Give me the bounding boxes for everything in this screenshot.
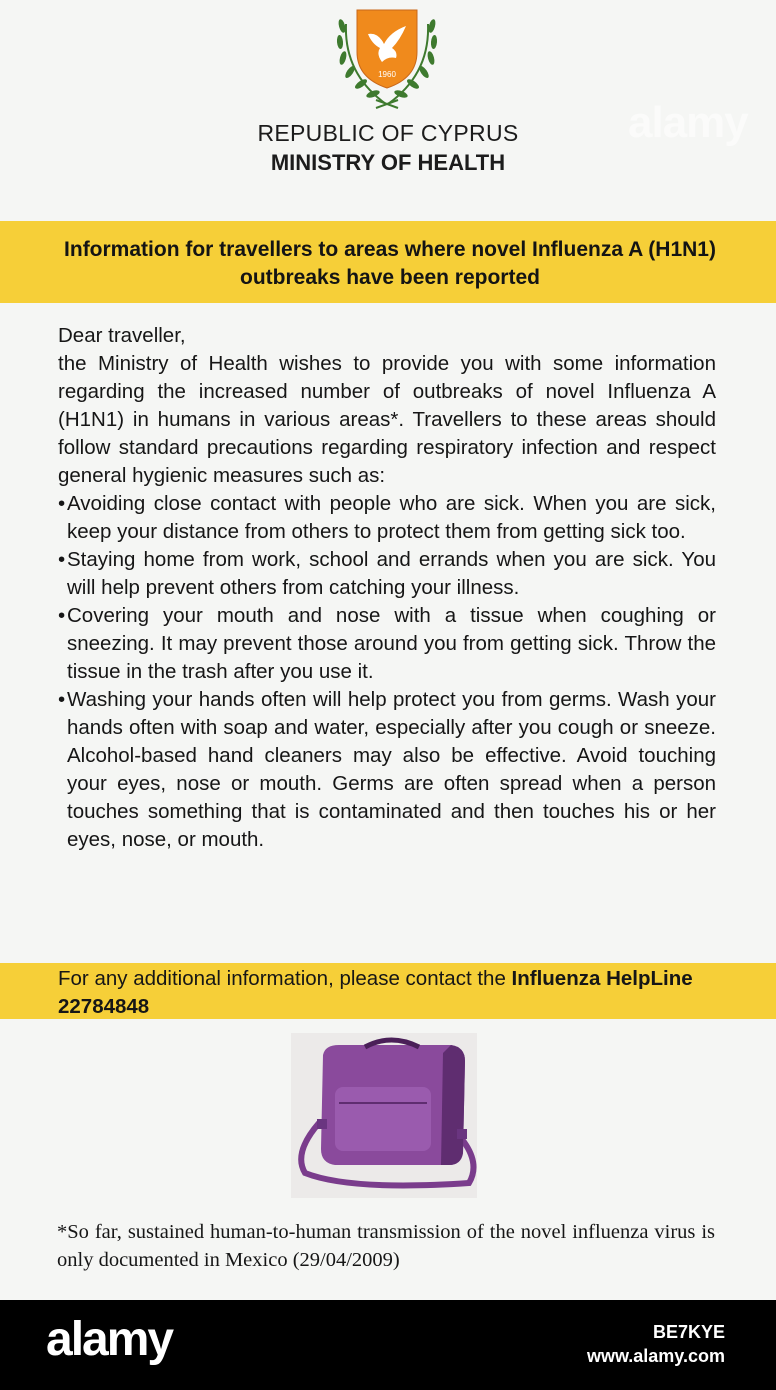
- helpline-text: [58, 965, 738, 1021]
- watermark-url: www.alamy.com: [586, 1346, 725, 1366]
- precautions-list: [58, 490, 716, 854]
- list-item: • Avoiding close contact with people who are sick. When you are sick, keep your distance from others to protect them from getting sick too.: [58, 490, 716, 546]
- page-title: Information for travellers to areas where novel Influenza A (H1N1) outbreaks have been reported: [64, 238, 716, 289]
- list-item: • Staying home from work, school and errands when you are sick. You will help prevent others from catching your illness.: [58, 546, 716, 602]
- ministry-name: MINISTRY OF HEALTH: [270, 150, 506, 175]
- helpline-number: Influenza HelpLine 22784848: [58, 967, 693, 1018]
- list-item: • Covering your mouth and nose with a tissue when coughing or sneezing. It may prevent those around you from getting sick. Throw the tissue in the trash after you use it.: [58, 602, 716, 686]
- intro-paragraph: the Ministry of Health wishes to provide you with some information regarding the increased number of outbreaks of novel Influenza A (H1N1) in humans in various areas*. Travellers to these areas should follow standard precautions regarding respiratory infection and respect general hygienic measures such as:: [58, 352, 716, 487]
- watermark-faint: alamy: [628, 98, 748, 147]
- cyprus-coat-of-arms-icon: [330, 4, 444, 116]
- greeting: Dear traveller,: [58, 324, 186, 347]
- list-item: • Washing your hands often will help protect you from germs. Wash your hands often with soap and water, especially after you cough or sneeze. Alcohol-based hand cleaners may also be effective. Avoid touching your eyes, nose or mouth. Germs are often spread when a person touches something that is contaminated and then touches his or her eyes, nose, or mouth.: [58, 686, 716, 854]
- image-id: BE7KYE: [652, 1322, 725, 1342]
- footnote: *So far, sustained human-to-human transmission of the novel influenza virus is only documented in Mexico (29/04/2009): [57, 1221, 715, 1271]
- helpline-prefix: For any additional information, please contact the: [58, 967, 512, 990]
- travel-bag-icon: [291, 1033, 477, 1198]
- alamy-logo: alamy: [46, 1313, 173, 1366]
- crest-year: 1960: [378, 70, 396, 79]
- letter-body: [58, 322, 716, 854]
- country-name: REPUBLIC OF CYPRUS: [257, 120, 519, 146]
